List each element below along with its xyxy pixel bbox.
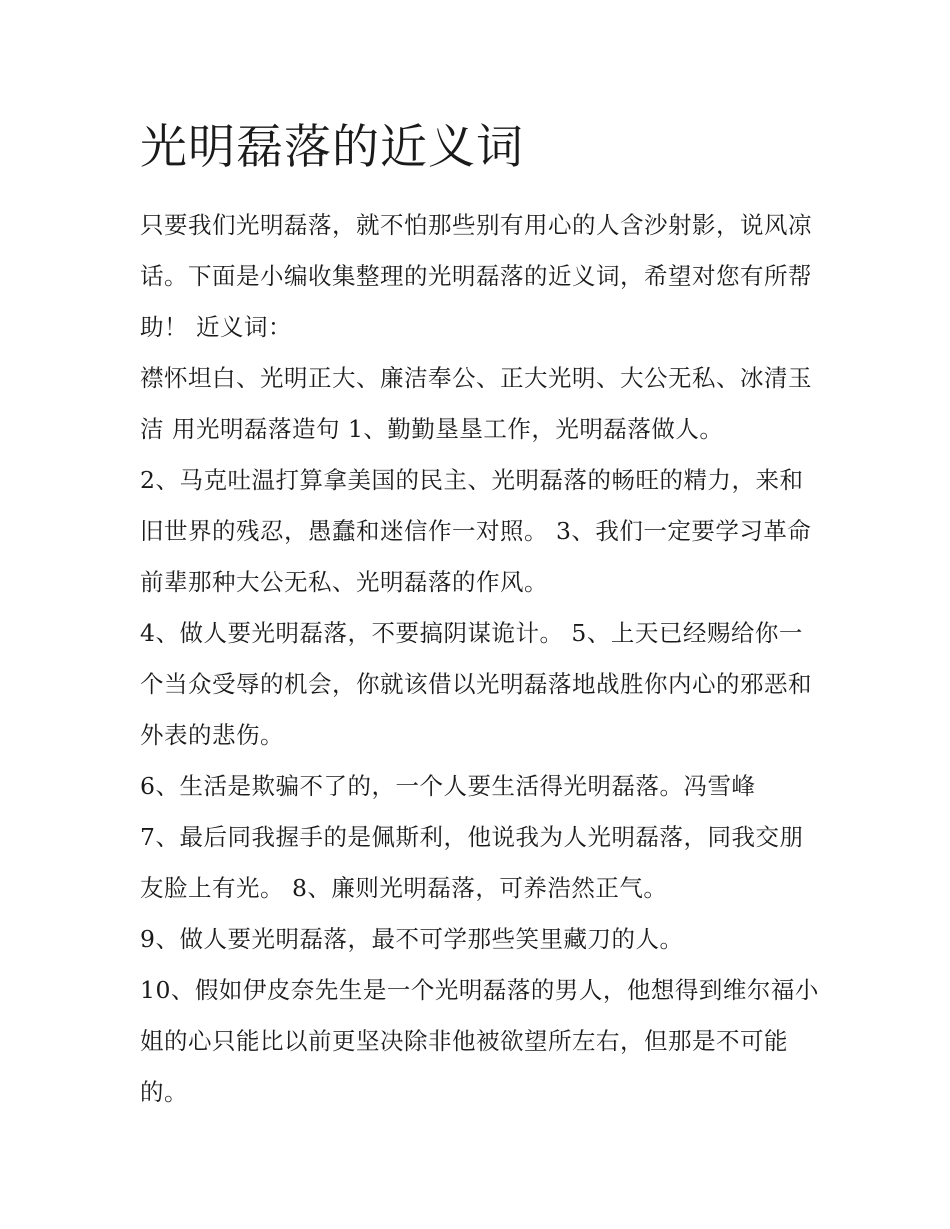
- paragraph-example-7-8: 7、最后同我握手的是佩斯利，他说我为人光明磊落，同我交朋友脸上有光。 8、廉则光明磊落，可养浩然正气。: [140, 823, 804, 902]
- paragraph-example-9: 9、做人要光明磊落，最不可学那些笑里藏刀的人。: [140, 925, 684, 953]
- paragraph-synonyms: 襟怀坦白、光明正大、廉洁奉公、正大光明、大公无私、冰清玉洁 用光明磊落造句 1、勤勤垦垦工作，光明磊落做人。: [140, 364, 812, 443]
- document-title: 光明磊落的近义词: [140, 120, 524, 175]
- paragraph-example-4-5: 4、做人要光明磊落，不要搞阴谋诡计。 5、上天已经赐给你一个当众受辱的机会，你就该借以光明磊落地战胜你内心的邪恶和外表的悲伤。: [140, 619, 812, 749]
- paragraph-example-10: 10、假如伊皮奈先生是一个光明磊落的男人，他想得到维尔福小姐的心只能比以前更坚决除非他被欲望所左右，但那是不可能的。: [140, 976, 819, 1106]
- paragraph-intro: 只要我们光明磊落，就不怕那些别有用心的人含沙射影，说风凉话。下面是小编收集整理的光明磊落的近义词，希望对您有所帮助！ 近义词：: [140, 211, 812, 341]
- paragraph-example-2-3: 2、马克吐温打算拿美国的民主、光明磊落的畅旺的精力，来和旧世界的残忍，愚蠢和迷信作一对照。 3、我们一定要学习革命前辈那种大公无私、光明磊落的作风。: [140, 466, 812, 596]
- paragraph-example-6: 6、生活是欺骗不了的，一个人要生活得光明磊落。冯雪峰: [140, 772, 756, 800]
- document-body: [140, 200, 820, 1118]
